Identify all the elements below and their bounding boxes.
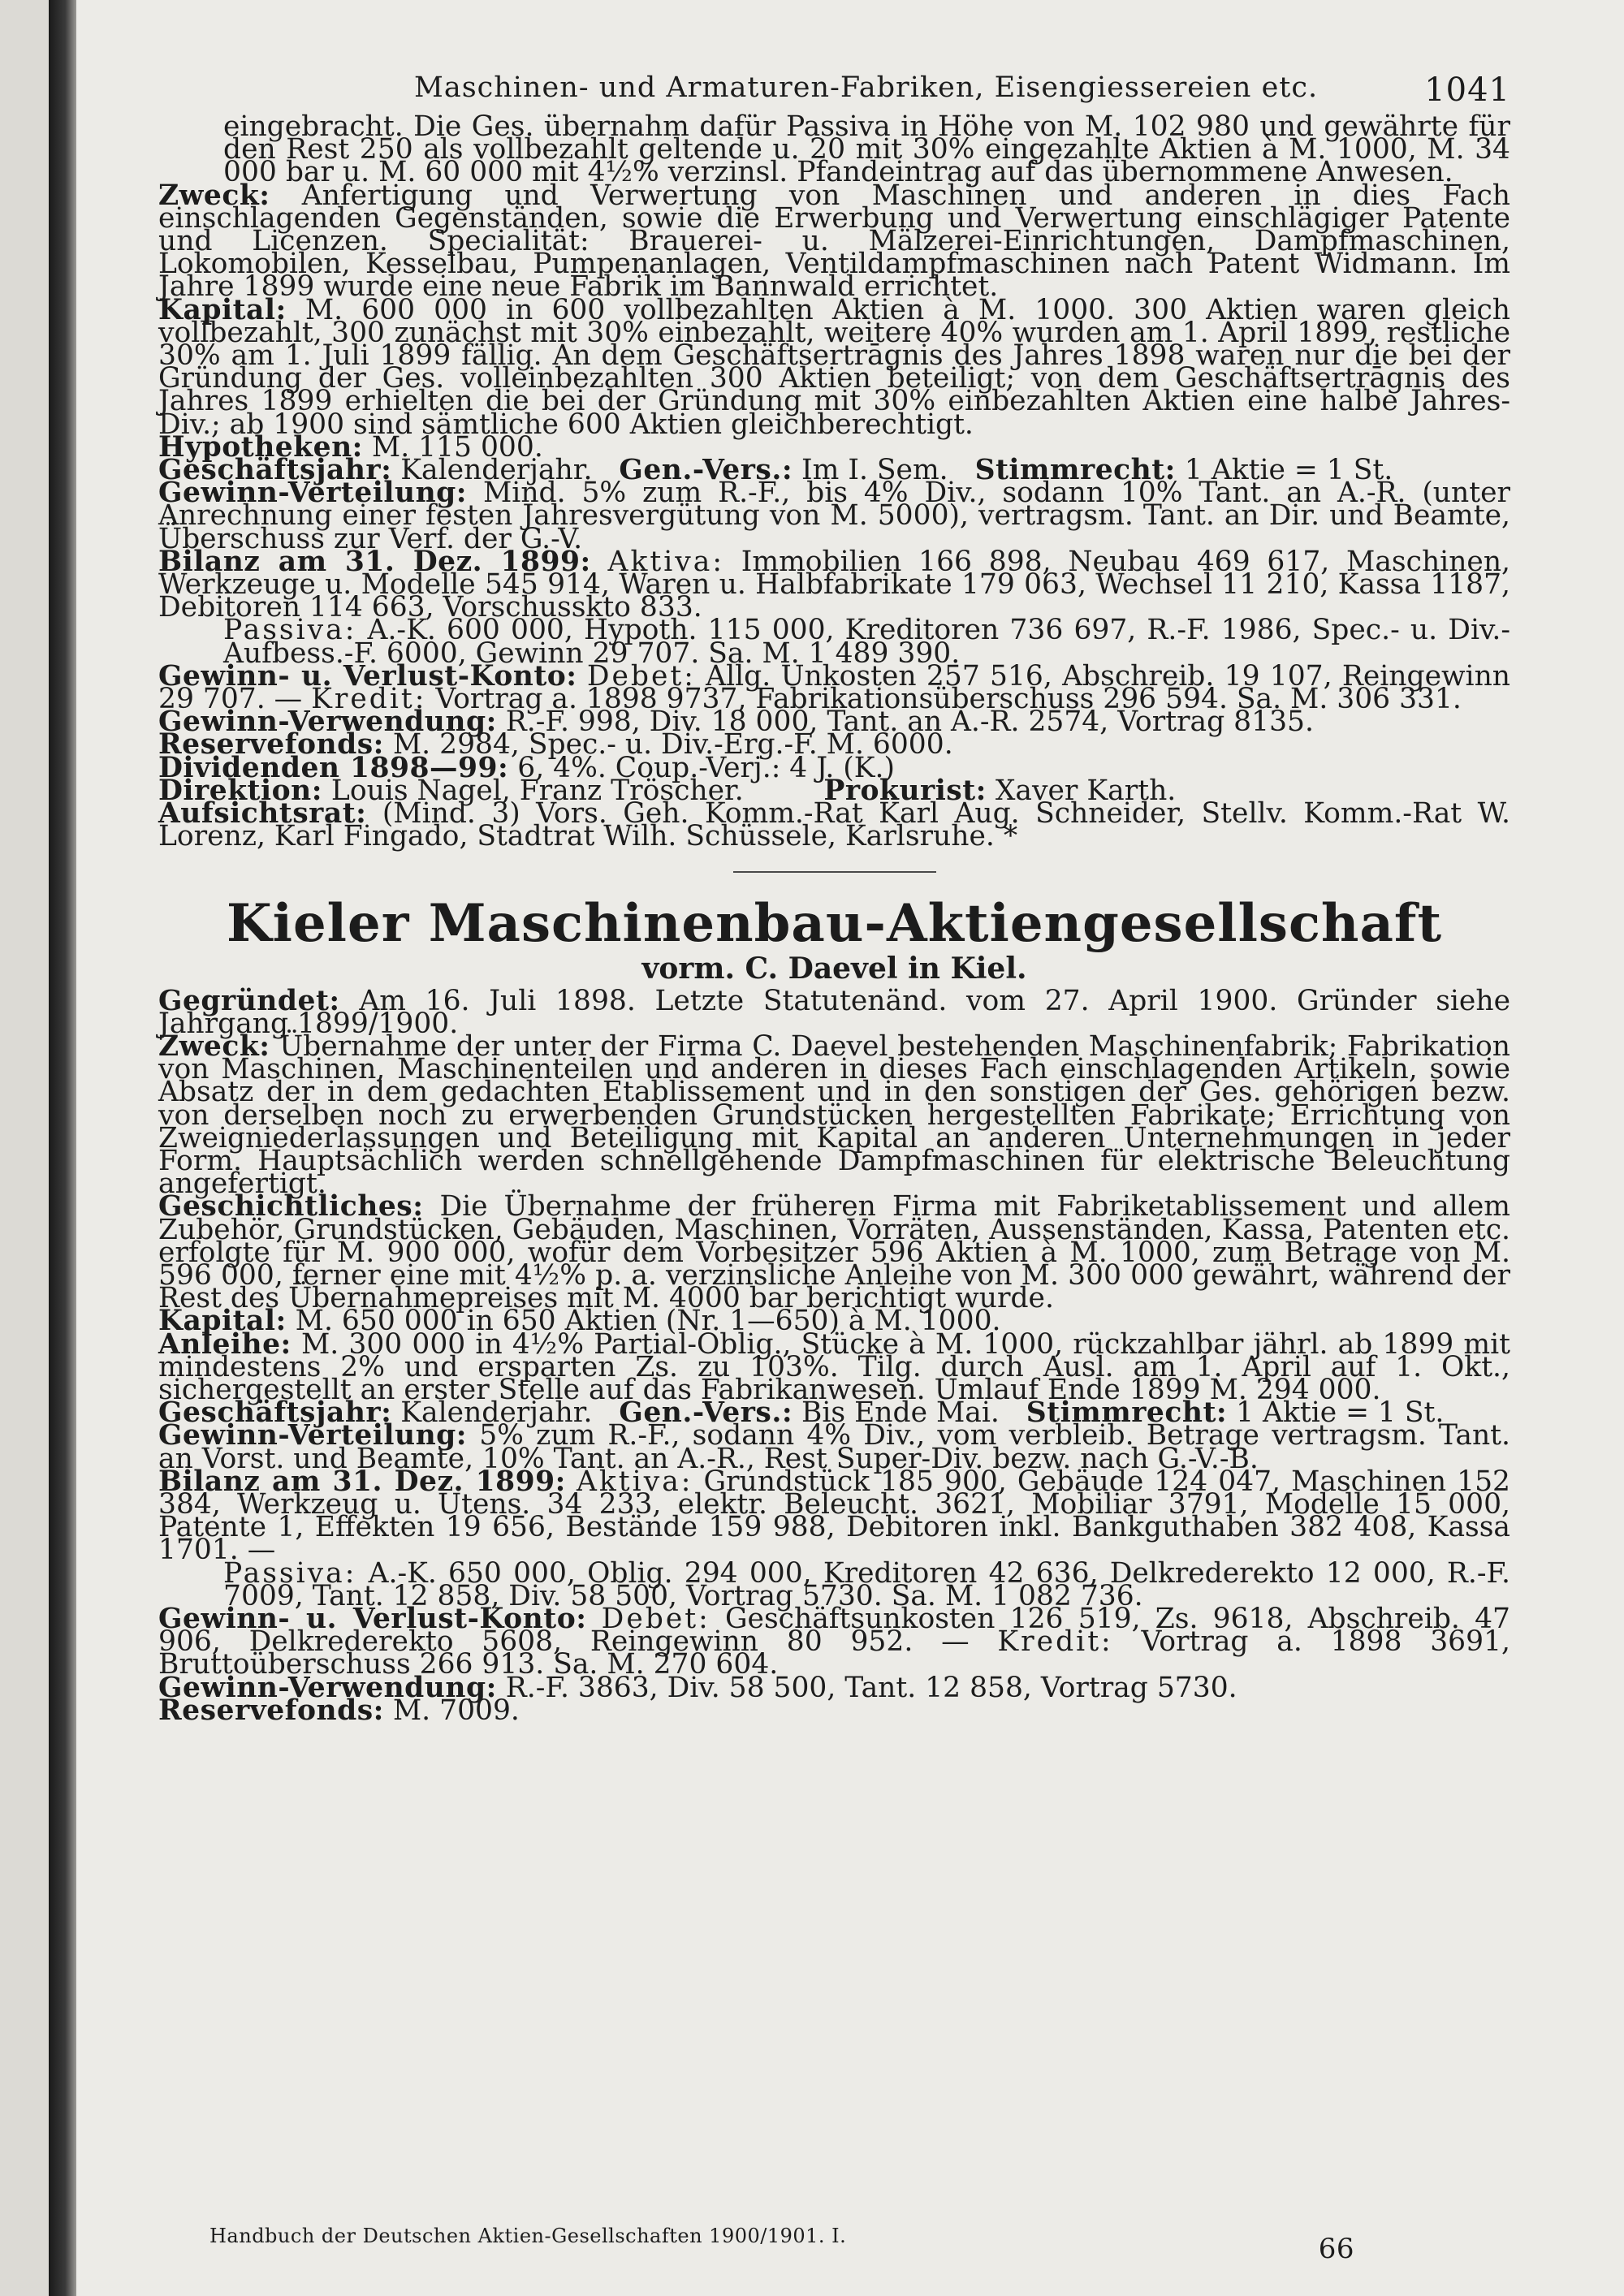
entry-dividenden: Dividenden 1898—99: 6, 4%. Coup.-Verj.: 4 J. (K.) xyxy=(158,751,895,784)
entry-aufsichtsrat: Aufsichtsrat: (Mind. 3) Vors. Geh. Komm.-Rat Karl Aug. Schneider, Stellv. Komm.-Rat W. Lorenz, Karl Fingado, Stadtrat Wilh. Schüssele, Karlsruhe. * xyxy=(158,797,1510,853)
footer-text: Handbuch der Deutschen Aktien-Gesellschaften 1900/1901. I. xyxy=(209,2225,847,2247)
entry-bilanz: Bilanz am 31. Dez. 1899: Aktiva: Immobilien 166 898, Neubau 469 617, Maschinen, Werkzeuge u. Modelle 545 914, Waren u. Halbfabrikate 179 063, Wechsel 11 210, Kassa 1187, Debitoren 114 663, Vorschusskto 833. xyxy=(158,545,1511,624)
zweck-text: Anfertigung und Verwertung von Maschinen und anderen in dies Fach einschlagenden Gegenständen, sowie die Erwerbung und Verwertung einschlägiger Patente und Licenzen. Specialität: Brauerei- u. Mälzerei-Einrichtungen, Dampfmaschinen, Lokomobilen, Kesselbau, Pumpenanlagen, Ventildampfmaschinen nach Patent Widmann. Im Jahre 1899 wurde eine neue Fabrik im Bannwald errichtet. xyxy=(158,179,1511,304)
entry-passiva: Passiva: A.-K. 650 000, Oblig. 294 000, Kreditoren 42 636, Delkrederekto 12 000, R.-F. 7009, Tant. 12 858, Div. 58 500, Vortrag 5730. Sa. M. 1 082 736. xyxy=(223,1556,1511,1612)
entry-gewinn-verwendung: Gewinn-Verwendung: R.-F. 3863, Div. 58 500, Tant. 12 858, Vortrag 5730. xyxy=(158,1671,1237,1704)
running-head xyxy=(158,57,1510,115)
entry-geschichtliches: Geschichtliches: Die Übernahme der früheren Firma mit Fabriketablissement und allem Zubehör, Grundstücken, Gebäuden, Maschinen, Vorräten, Aussenständen, Kassa, Patenten etc. erfolgte für M. 900 000, wofür dem Vorbesitzer 596 Aktien à M. 1000, zum Betrage von M. 596 000, ferner eine mit 4½% p. a. verzinsliche Anleihe von M. 300 000 gewährt, während der Rest des Übernahmepreises mit M. 4000 bar berichtigt wurde. xyxy=(158,1190,1511,1315)
entry-passiva: Passiva: A.-K. 600 000, Hypoth. 115 000, Kreditoren 736 697, R.-F. 1986, Spec.- u. Div.-Aufbess.-F. 6000, Gewinn 29 707. Sa. M. 1 489 390. xyxy=(223,614,1511,670)
section-divider xyxy=(733,871,936,873)
entry-geschaeftsjahr: Geschäftsjahr: Kalenderjahr. Gen.-Vers.: Im I. Sem. Stimmrecht: 1 Aktie = 1 St. xyxy=(158,454,1393,487)
previous-company-entry xyxy=(158,110,1511,853)
entry-gewinn-verteilung: Gewinn-Verteilung: 5% zum R.-F., sodann 4% Div., vom verbleib. Betrage vertragsm. Tant. an Vorst. und Beamte, 10% Tant. an A.-R., Rest Super-Div. bezw. nach G.-V.-B. xyxy=(158,1419,1511,1475)
company-entry xyxy=(158,984,1511,1727)
entry-guv: Gewinn- u. Verlust-Konto: Debet: Geschäftsunkosten 126 519, Zs. 9618, Abschreib. 47 906, Delkrederekto 5608, Reingewinn 80 952. — Kredit: Vortrag a. 1898 3691, Bruttoüberschuss 266 913. Sa. M. 270 604. xyxy=(158,1602,1511,1681)
entry-gegruendet: Gegründet: Am 16. Juli 1898. Letzte Statutenänd. vom 27. April 1900. Gründer siehe Jahrgang 1899/1900. xyxy=(158,984,1510,1040)
entry-direktion: Direktion: Louis Nagel, Franz Tröscher. Prokurist: Xaver Karth. xyxy=(158,774,1177,807)
running-head-title: Maschinen- und Armaturen-Fabriken, Eisengiessereien etc. xyxy=(414,71,1319,104)
zweck-label: Zweck: xyxy=(158,179,270,212)
kapital-label: Kapital: xyxy=(158,293,287,326)
footer-signature-number: 66 xyxy=(1318,2233,1354,2265)
entry-kapital xyxy=(158,293,1511,441)
entry-geschaeftsjahr: Geschäftsjahr: Kalenderjahr. Gen.-Vers.: Bis Ende Mai. Stimmrecht: 1 Aktie = 1 St. xyxy=(158,1396,1445,1430)
entry-gewinn-verwendung: Gewinn-Verwendung: R.-F. 998, Div. 18 000, Tant. an A.-R. 2574, Vortrag 8135. xyxy=(158,706,1314,739)
kapital-text: M. 600 000 in 600 vollbezahlten Aktien à M. 1000. 300 Aktien waren gleich vollbezahlt, 300 zunächst mit 30% einbezahlt, weitere 40% wurden am 1. April 1899, restliche 30% am 1. Juli 1899 fällig. An dem Geschäftsertrāgnis des Jahres 1898 waren nur die bei der Gründung der Ges. volleinbezahlten 300 Aktien beteiligt; von dem Geschäftsertrāgnis des Jahres 1899 erhielten die bei der Gründung mit 30% einbezahlten Aktien eine halbe Jahres-Div.; ab 1900 sind sämtliche 600 Aktien gleichberechtigt. xyxy=(158,293,1511,441)
page-margin xyxy=(0,0,49,2296)
page-number: 1041 xyxy=(1424,71,1510,109)
entry-guv: Gewinn- u. Verlust-Konto: Debet: Allg. Unkosten 257 516, Abschreib. 19 107, Reingewinn 29 707. — Kredit: Vortrag a. 1898 9737, Fabrikationsüberschuss 296 594. Sa. M. 306 331. xyxy=(158,659,1511,716)
entry-reservefonds: Reservefonds: M. 2984, Spec.- u. Div.-Erg.-F. M. 6000. xyxy=(158,728,953,762)
page-footer xyxy=(209,2225,1379,2265)
entry-intro: eingebracht. Die Ges. übernahm dafür Passiva in Höhe von M. 102 980 und gewährte für den Rest 250 als vollbezahlt geltende u. 20 mit 30% eingezahlte Aktien à M. 1000, M. 34 000 bar u. M. 60 000 mit 4½% verzinsl. Pfandeintrag auf das übernommene Anwesen. xyxy=(223,110,1510,189)
entry-kapital: Kapital: M. 650 000 in 650 Aktien (Nr. 1—650) à M. 1000. xyxy=(158,1305,1001,1338)
entry-bilanz: Bilanz am 31. Dez. 1899: Aktiva: Grundstück 185 900, Gebäude 124 047, Maschinen 152 384, Werkzeug u. Utens. 34 233, elektr. Beleucht. 3621, Mobiliar 3791, Modelle 15 000, Patente 1, Effekten 19 656, Bestände 159 988, Debitoren inkl. Bankguthaben 382 408, Kassa 1701. — xyxy=(158,1465,1511,1567)
book-binding-edge xyxy=(49,0,76,2296)
document-page xyxy=(158,57,1511,1727)
hypotheken-text: M. 115 000. xyxy=(371,430,543,464)
entry-anleihe: Anleihe: M. 300 000 in 4½% Partial-Oblig., Stücke à M. 1000, rückzahlbar jährl. ab 1899 mit mindestens 2% und ersparten Zs. zu 103%. Tilg. durch Ausl. am 1. April auf 1. Okt., sichergestellt an erster Stelle auf das Fabrikanwesen. Umlauf Ende 1899 M. 294 000. xyxy=(158,1327,1510,1406)
entry-reservefonds: Reservefonds: M. 7009. xyxy=(158,1694,520,1727)
hypotheken-label: Hypotheken: xyxy=(158,430,363,464)
entry-gewinn-verteilung: Gewinn-Verteilung: Mind. 5% zum R.-F., bis 4% Div., sodann 10% Tant. an A.-R. (unter Anrechnung einer festen Jahresvergütung von M. 5000), vertragsm. Tant. an Dir. und Beamte, Überschuss zur Verf. der G.-V. xyxy=(158,477,1511,555)
company-title: Kieler Maschinenbau-Aktiengesellschaft xyxy=(227,892,1442,954)
entry-zweck: Zweck: Übernahme der unter der Firma C. Daevel bestehenden Maschinenfabrik; Fabrikation von Maschinen, Maschinenteilen und anderen in dieses Fach einschlagenden Artikeln, sowie Absatz der in dem gedachten Etablissement und in den sonstigen der Ges. gehörigen bezw. von derselben noch zu erwerbenden Grundstücken hergestellten Fabrikate; Errichtung von Zweigniederlassungen und Beteiligung mit Kapital an anderen Unternehmungen in jeder Form. Hauptsächlich werden schnellgehende Dampfmaschinen für elektrische Beleuchtung angefertigt. xyxy=(158,1029,1510,1201)
entry-zweck xyxy=(158,179,1511,304)
company-subtitle: vorm. C. Daevel in Kiel. xyxy=(641,951,1027,986)
